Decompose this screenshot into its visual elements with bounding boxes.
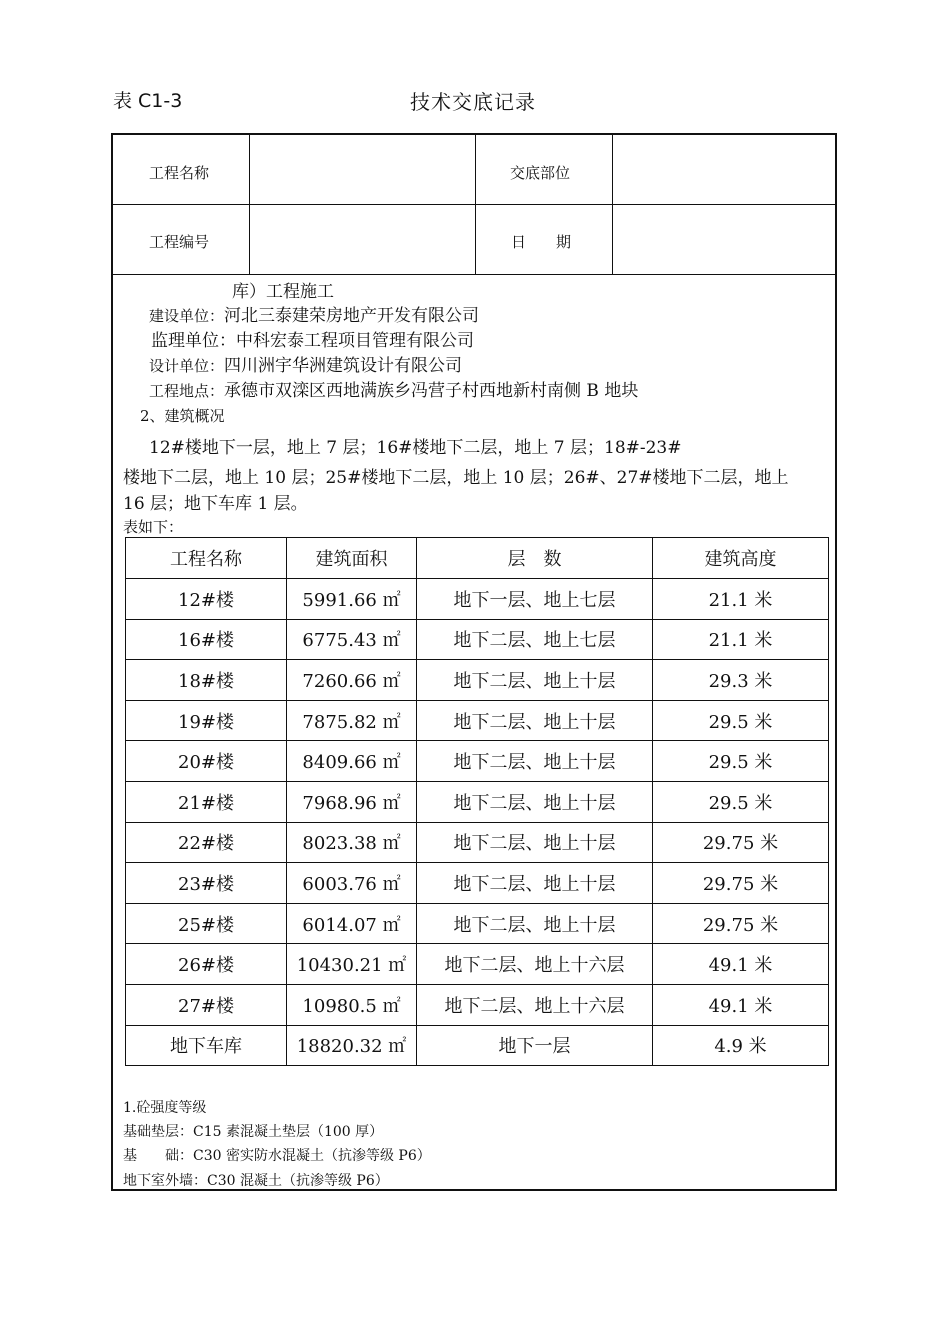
cell-area: 6775.43 ㎡ bbox=[287, 619, 417, 660]
col-header-name: 工程名称 bbox=[126, 538, 287, 579]
design-unit-value: 四川洲宇华洲建筑设计有限公司 bbox=[224, 356, 463, 376]
cell-height: 21.1 米 bbox=[653, 579, 829, 620]
note-concrete-grade-heading: 1.砼强度等级 bbox=[123, 1100, 207, 1116]
cell-name: 22#楼 bbox=[126, 822, 287, 863]
col-header-height: 建筑高度 bbox=[653, 538, 829, 579]
cell-floors: 地下二层、地上十层 bbox=[417, 781, 653, 822]
body-line-continuation: 库）工程施工 bbox=[232, 282, 334, 302]
date-label: 日 期 bbox=[511, 233, 572, 251]
cell-name: 12#楼 bbox=[126, 579, 287, 620]
cell-height: 4.9 米 bbox=[653, 1025, 829, 1066]
cell-name: 19#楼 bbox=[126, 700, 287, 741]
cell-area: 7968.96 ㎡ bbox=[287, 781, 417, 822]
cell-area: 10430.21 ㎡ bbox=[287, 944, 417, 985]
design-unit bbox=[149, 351, 462, 376]
project-location-value: 承德市双滦区西地满族乡冯营子村西地新村南侧 B 地块 bbox=[224, 381, 639, 401]
header-col-divider-2 bbox=[475, 135, 476, 274]
header-col-divider-3 bbox=[612, 135, 613, 274]
overview-paragraph-line3: 16 层；地下车库 1 层。 bbox=[123, 494, 308, 514]
cell-name: 21#楼 bbox=[126, 781, 287, 822]
project-number-label: 工程编号 bbox=[149, 233, 210, 251]
cell-floors: 地下二层、地上七层 bbox=[417, 619, 653, 660]
cell-name: 地下车库 bbox=[126, 1025, 287, 1066]
table-intro: 表如下： bbox=[123, 518, 184, 536]
cell-area: 8409.66 ㎡ bbox=[287, 741, 417, 782]
overview-paragraph-line2: 楼地下二层，地上 10 层；25#楼地下二层，地上 10 层；26#、27#楼地下二层，地上 bbox=[123, 468, 789, 488]
cell-height: 29.75 米 bbox=[653, 822, 829, 863]
cell-height: 29.5 米 bbox=[653, 741, 829, 782]
note-foundation-cushion: 基础垫层：C15 素混凝土垫层（100 厚） bbox=[123, 1124, 384, 1140]
cell-height: 29.5 米 bbox=[653, 781, 829, 822]
cell-name: 27#楼 bbox=[126, 984, 287, 1025]
cell-height: 29.75 米 bbox=[653, 903, 829, 944]
supervision-unit bbox=[151, 326, 474, 351]
note-basement-wall: 地下室外墙：C30 混凝土（抗渗等级 P6） bbox=[123, 1173, 389, 1189]
cell-name: 20#楼 bbox=[126, 741, 287, 782]
header-col-divider-1 bbox=[249, 135, 250, 274]
section-heading-building-overview: 2、建筑概况 bbox=[140, 407, 225, 425]
design-unit-label: 设计单位： bbox=[149, 357, 225, 375]
cell-area: 8023.38 ㎡ bbox=[287, 822, 417, 863]
cell-floors: 地下二层、地上十层 bbox=[417, 700, 653, 741]
cell-floors: 地下二层、地上十层 bbox=[417, 903, 653, 944]
project-location-label: 工程地点： bbox=[149, 382, 225, 400]
record-form bbox=[111, 133, 837, 1191]
header-row-divider bbox=[113, 204, 835, 205]
cell-area: 6003.76 ㎡ bbox=[287, 863, 417, 904]
cell-floors: 地下二层、地上十六层 bbox=[417, 944, 653, 985]
handover-part-label: 交底部位 bbox=[510, 164, 571, 182]
table-row bbox=[126, 741, 829, 782]
construction-unit bbox=[149, 301, 479, 326]
table-row bbox=[126, 863, 829, 904]
cell-name: 26#楼 bbox=[126, 944, 287, 985]
table-row bbox=[126, 903, 829, 944]
cell-area: 18820.32 ㎡ bbox=[287, 1025, 417, 1066]
cell-height: 29.3 米 bbox=[653, 660, 829, 701]
table-header-row bbox=[126, 538, 829, 579]
note-foundation: 基 础：C30 密实防水混凝土（抗渗等级 P6） bbox=[123, 1148, 431, 1164]
table-row bbox=[126, 822, 829, 863]
cell-name: 25#楼 bbox=[126, 903, 287, 944]
cell-area: 7875.82 ㎡ bbox=[287, 700, 417, 741]
col-header-floors: 层 数 bbox=[417, 538, 653, 579]
cell-floors: 地下二层、地上十层 bbox=[417, 822, 653, 863]
cell-height: 29.75 米 bbox=[653, 863, 829, 904]
cell-floors: 地下一层、地上七层 bbox=[417, 579, 653, 620]
supervision-unit-value: 中科宏泰工程项目管理有限公司 bbox=[236, 331, 474, 351]
col-header-area: 建筑面积 bbox=[287, 538, 417, 579]
cell-name: 16#楼 bbox=[126, 619, 287, 660]
supervision-unit-label: 监理单位： bbox=[151, 331, 236, 351]
construction-unit-label: 建设单位： bbox=[149, 307, 225, 325]
project-location bbox=[149, 376, 638, 401]
cell-floors: 地下二层、地上十层 bbox=[417, 741, 653, 782]
cell-area: 6014.07 ㎡ bbox=[287, 903, 417, 944]
cell-area: 10980.5 ㎡ bbox=[287, 984, 417, 1025]
building-overview-table bbox=[125, 537, 829, 1066]
table-row bbox=[126, 944, 829, 985]
table-row bbox=[126, 700, 829, 741]
table-row bbox=[126, 1025, 829, 1066]
cell-height: 29.5 米 bbox=[653, 700, 829, 741]
cell-height: 21.1 米 bbox=[653, 619, 829, 660]
construction-unit-value: 河北三泰建荣房地产开发有限公司 bbox=[224, 306, 480, 326]
cell-name: 18#楼 bbox=[126, 660, 287, 701]
table-row bbox=[126, 660, 829, 701]
cell-area: 7260.66 ㎡ bbox=[287, 660, 417, 701]
table-row bbox=[126, 984, 829, 1025]
cell-floors: 地下二层、地上十六层 bbox=[417, 984, 653, 1025]
cell-height: 49.1 米 bbox=[653, 984, 829, 1025]
project-name-label: 工程名称 bbox=[149, 164, 210, 182]
overview-paragraph-line1: 12#楼地下一层，地上 7 层；16#楼地下二层，地上 7 层；18#-23# bbox=[149, 438, 682, 458]
table-row bbox=[126, 619, 829, 660]
document-title: 技术交底记录 bbox=[410, 90, 536, 114]
table-row bbox=[126, 579, 829, 620]
cell-floors: 地下一层 bbox=[417, 1025, 653, 1066]
cell-floors: 地下二层、地上十层 bbox=[417, 863, 653, 904]
cell-height: 49.1 米 bbox=[653, 944, 829, 985]
table-row bbox=[126, 781, 829, 822]
form-number: 表 C1-3 bbox=[113, 90, 183, 112]
cell-name: 23#楼 bbox=[126, 863, 287, 904]
cell-area: 5991.66 ㎡ bbox=[287, 579, 417, 620]
cell-floors: 地下二层、地上十层 bbox=[417, 660, 653, 701]
header-bottom-divider bbox=[113, 274, 835, 275]
